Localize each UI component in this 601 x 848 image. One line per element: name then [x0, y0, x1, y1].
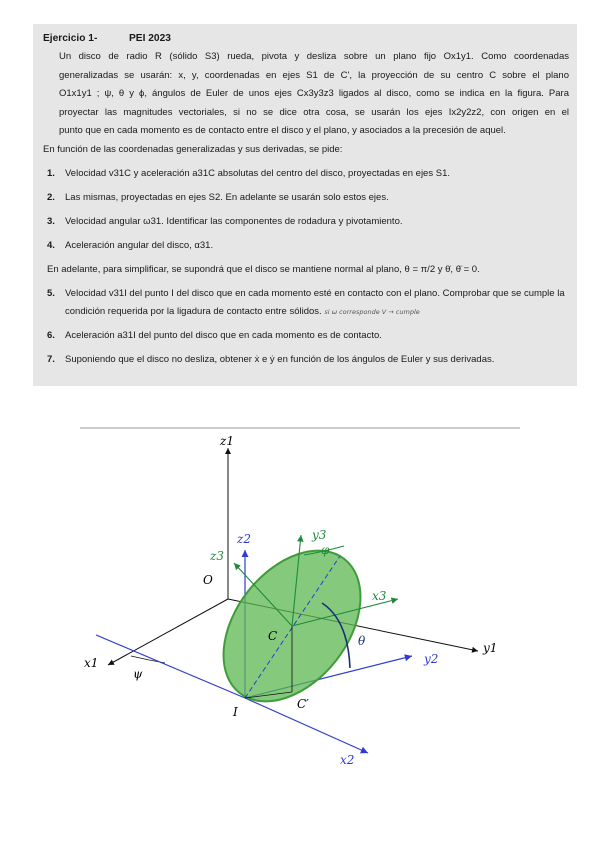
handwritten-note: si ω corresponde V → cumple	[324, 308, 420, 316]
question-number: 6.	[47, 330, 55, 341]
question-text: Velocidad v31C y aceleración a31C absolutas del centro del disco, proyectadas en ejes S1.	[65, 168, 450, 179]
question-number: 2.	[47, 192, 55, 203]
question-number: 1.	[47, 168, 55, 179]
label-psi: ψ	[133, 667, 143, 681]
question-number: 3.	[47, 216, 55, 227]
label-contact-i: I	[233, 705, 238, 719]
question-text: Velocidad v31I del punto I del disco que en cada momento esté en contacto con el plano. Comprobar que se cumple la condición requerida por la ligadura de contacto entre sólidos. si ω corresponde V → cumple	[65, 288, 565, 317]
label-c-prime: C′	[297, 697, 309, 711]
question-text: Las mismas, proyectadas en ejes S2. En adelante se usarán solo estos ejes.	[65, 192, 389, 203]
intro-line: O1x1y1 ; ψ, θ y ϕ, ángulos de Euler de unos ejes Cx3y3z3 ligados al disco, como se indica en la figura. Para	[59, 88, 569, 99]
label-z2: z2	[237, 532, 251, 546]
label-phi: φ	[321, 543, 330, 557]
label-z3: z3	[210, 549, 224, 563]
label-x1: x1	[84, 656, 99, 670]
label-x2: x2	[340, 753, 355, 767]
label-y1: y1	[483, 641, 498, 655]
question-text: Velocidad angular ω31. Identificar las componentes de rodadura y pivotamiento.	[65, 216, 403, 227]
intro-line: En función de las coordenadas generalizadas y sus derivadas, se pide:	[43, 143, 343, 155]
question-text: Aceleración angular del disco, α31.	[65, 240, 214, 251]
label-x3: x3	[372, 589, 387, 603]
intro-line: proyectar las magnitudes vectoriales, si no se dice otra cosa, se usarán los ejes Ix2y2z2, con origen en el	[59, 106, 569, 118]
label-theta: θ	[358, 634, 366, 648]
course-label: PEI 2023	[129, 33, 171, 44]
simplification-note: En adelante, para simplificar, se supondrá que el disco se mantiene normal al plano, θ = π/2 y θ̇, θ̈ = 0.	[47, 264, 480, 275]
label-origin-o: O	[203, 573, 213, 587]
intro-line: Un disco de radio R (sólido S3) rueda, pivota y desliza sobre un plano fijo Ox1y1. Como coordenadas	[59, 51, 569, 62]
axis-x2-back	[96, 635, 245, 698]
axis-x1	[108, 599, 228, 665]
label-y3: y3	[312, 528, 327, 542]
intro-line: punto que en cada momento es de contacto entre el disco y el plano, y asociados a la precesión de aquel.	[59, 125, 506, 136]
question-number: 4.	[47, 240, 55, 251]
question-number: 7.	[47, 354, 55, 365]
label-center-c: C	[268, 629, 278, 643]
question-text: Suponiendo que el disco no desliza, obtener ẋ e ẏ en función de los ángulos de Euler y sus derivadas.	[65, 354, 495, 365]
label-z1: z1	[220, 434, 234, 448]
exercise-title: Ejercicio 1-	[43, 33, 98, 44]
label-y2: y2	[424, 652, 439, 666]
intro-line: generalizadas se usarán: x, y, coordenadas en ejes S1 de C', la proyección de su centro C sobre el plano	[59, 69, 569, 81]
question-number: 5.	[47, 288, 55, 299]
question-text: Aceleración a31I del punto del disco que en cada momento es de contacto.	[65, 330, 382, 341]
